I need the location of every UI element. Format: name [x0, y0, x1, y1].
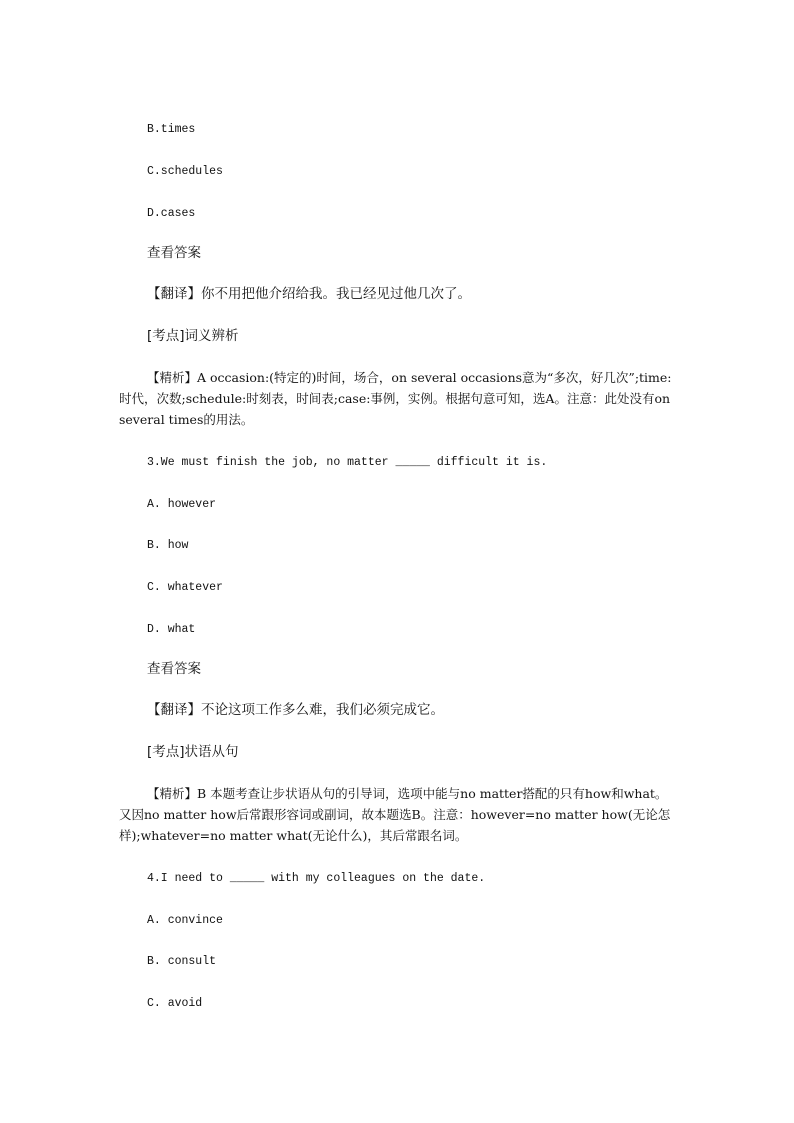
q2-option-b: B.times — [147, 123, 196, 136]
q4-option-a: A. convince — [147, 914, 223, 927]
q4-option-b: B. consult — [147, 955, 217, 968]
q2-translation: 【翻译】你不用把他介绍给我。我已经见过他几次了。 — [147, 286, 471, 302]
q2-option-c: C.schedules — [147, 165, 223, 178]
q3-option-a: A. however — [147, 498, 217, 511]
q2-option-d: D.cases — [147, 207, 196, 220]
q3-option-c: C. whatever — [147, 581, 223, 594]
q4-option-c: C. avoid — [147, 997, 203, 1010]
q4-question: 4.I need to _____ with my colleagues on the date. — [147, 872, 486, 885]
q2-analysis: 【精析】A occasion:(特定的)时间，场合，on several occasions意为“多次，好几次”;time:时代，次数;schedule:时刻表，时间表;case:事例，实例。根据句意可知，选A。注意：此处没有on several times的用法。 — [119, 370, 672, 427]
q3-view-answer-link[interactable]: 查看答案 — [147, 661, 201, 677]
q2-key-point: [考点]词义辨析 — [147, 328, 239, 344]
q3-option-d: D. what — [147, 623, 196, 636]
q3-translation: 【翻译】不论这项工作多么难，我们必须完成它。 — [147, 702, 444, 718]
q3-analysis: 【精析】B 本题考查让步状语从句的引导词，选项中能与no matter搭配的只有how和what。又因no matter how后常跟形容词或副词，故本题选B。注意：however=no matter how(无论怎样);whatever=no matter what(无论什么)，其后常跟名词。 — [119, 786, 671, 843]
q3-key-point: [考点]状语从句 — [147, 744, 239, 760]
q3-option-b: B. how — [147, 539, 189, 552]
q3-question: 3.We must finish the job, no matter _____ difficult it is. — [147, 456, 548, 469]
q2-view-answer-link[interactable]: 查看答案 — [147, 245, 201, 261]
